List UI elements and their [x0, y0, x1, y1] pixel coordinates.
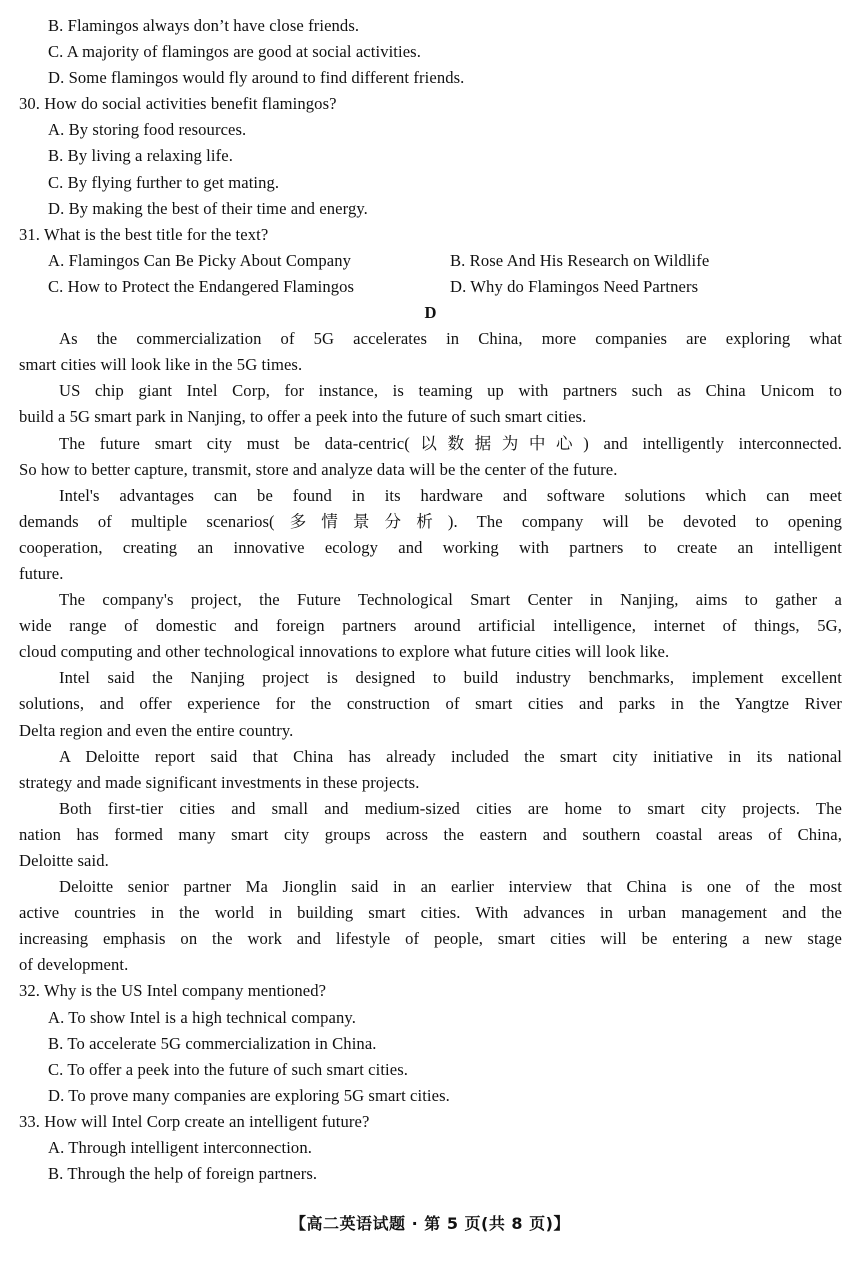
q32-stem: 32. Why is the US Intel company mentioned? — [19, 981, 327, 1001]
q29-option-b: B. Flamingos always don’t have close friends. — [48, 16, 360, 35]
q31-stem: 31. What is the best title for the text? — [19, 224, 269, 244]
passage-line: A Deloitte report said that China has already included the smart city initiative in its national — [59, 746, 842, 766]
q32-option-a: A. To show Intel is a high technical company. — [48, 1007, 356, 1027]
passage-line: cooperation, creating an innovative ecology and working with partners to create an intelligent — [19, 537, 842, 557]
q33-option-b: B. Through the help of foreign partners. — [48, 1164, 318, 1184]
passage-line: nation has formed many smart city groups across the eastern and southern coastal areas of China, — [19, 824, 842, 844]
q29-option-d: D. Some flamingos would fly around to find different friends. — [48, 68, 465, 88]
q33-stem: 33. How will Intel Corp create an intelligent future? — [19, 1111, 370, 1131]
passage-line: Deloitte said. — [19, 851, 109, 870]
q32-option-b: B. To accelerate 5G commercialization in China. — [48, 1033, 377, 1053]
passage-line: US chip giant Intel Corp, for instance, is teaming up with partners such as China Unicom to — [59, 381, 842, 401]
passage-line: Both first-tier cities and small and medium-sized cities are home to smart city projects. The — [59, 798, 842, 818]
q30-option-a: A. By storing food resources. — [48, 120, 247, 140]
section-heading: D — [424, 303, 437, 323]
q31-option-b: B. Rose And His Research on Wildlife — [450, 250, 710, 270]
passage-line: The future smart city must be data-centric(以数据为中心) and intelligently interconnected. — [59, 433, 842, 453]
passage-paragraph — [19, 665, 842, 743]
passage-line: demands of multiple scenarios(多情景分析). The company will be devoted to opening — [19, 511, 842, 531]
passage-d — [19, 326, 842, 978]
q30-option-b: B. By living a relaxing life. — [48, 146, 233, 166]
passage-line: wide range of domestic and foreign partners around artificial intelligence, internet of things, 5G, — [19, 616, 842, 636]
passage-paragraph — [19, 744, 842, 796]
passage-line: strategy and made significant investments in these projects. — [19, 772, 420, 792]
passage-paragraph — [19, 378, 842, 430]
passage-paragraph — [19, 587, 842, 665]
passage-line: Intel's advantages can be found in its hardware and software solutions which can meet — [59, 485, 842, 505]
passage-line: build a 5G smart park in Nanjing, to offer a peek into the future of such smart cities. — [19, 407, 587, 427]
q31-options-row-1 — [19, 248, 842, 274]
passage-line: cloud computing and other technological innovations to explore what future cities will look like. — [19, 642, 670, 662]
q31-options-row-2 — [19, 274, 842, 300]
passage-line: future. — [19, 563, 64, 583]
q31-option-a: A. Flamingos Can Be Picky About Company — [48, 250, 352, 270]
passage-line: increasing emphasis on the work and lifestyle of people, smart cities will be entering a new stage — [19, 929, 842, 949]
q32-option-d: D. To prove many companies are exploring 5G smart cities. — [48, 1085, 450, 1105]
q30-option-d: D. By making the best of their time and energy. — [48, 198, 368, 218]
q30-stem: 30. How do social activities benefit flamingos? — [19, 94, 337, 114]
passage-line: active countries in the world in building smart cities. With advances in urban management and the — [19, 903, 842, 923]
passage-line: of development. — [19, 955, 129, 975]
q33-option-a: A. Through intelligent interconnection. — [48, 1138, 312, 1158]
passage-paragraph — [19, 874, 842, 978]
passage-paragraph — [19, 796, 842, 874]
passage-line: Deloitte senior partner Ma Jionglin said in an earlier interview that China is one of the most — [59, 877, 842, 897]
passage-line: solutions, and offer experience for the construction of smart cities and parks in the Yangtze River — [19, 694, 842, 714]
passage-paragraph — [19, 483, 842, 587]
q31-option-c: C. How to Protect the Endangered Flamingos — [48, 276, 355, 296]
passage-line: Delta region and even the entire country. — [19, 720, 294, 740]
passage-line: So how to better capture, transmit, store and analyze data will be the center of the future. — [19, 459, 618, 479]
passage-line: smart cities will look like in the 5G times. — [19, 355, 303, 375]
q29-option-c: C. A majority of flamingos are good at social activities. — [48, 42, 421, 62]
passage-line: As the commercialization of 5G accelerates in China, more companies are exploring what — [59, 329, 842, 349]
exam-page — [19, 13, 842, 1187]
passage-line: Intel said the Nanjing project is designed to build industry benchmarks, implement excellent — [59, 668, 842, 688]
passage-paragraph — [19, 431, 842, 483]
passage-paragraph — [19, 326, 842, 378]
page-footer: 【高二英语试题 · 第 5 页(共 8 页)】 — [290, 1214, 570, 1233]
q30-option-c: C. By flying further to get mating. — [48, 172, 280, 192]
q32-option-c: C. To offer a peek into the future of such smart cities. — [48, 1059, 409, 1079]
q31-option-d: D. Why do Flamingos Need Partners — [450, 276, 699, 296]
passage-line: The company's project, the Future Technological Smart Center in Nanjing, aims to gather a — [59, 590, 842, 610]
